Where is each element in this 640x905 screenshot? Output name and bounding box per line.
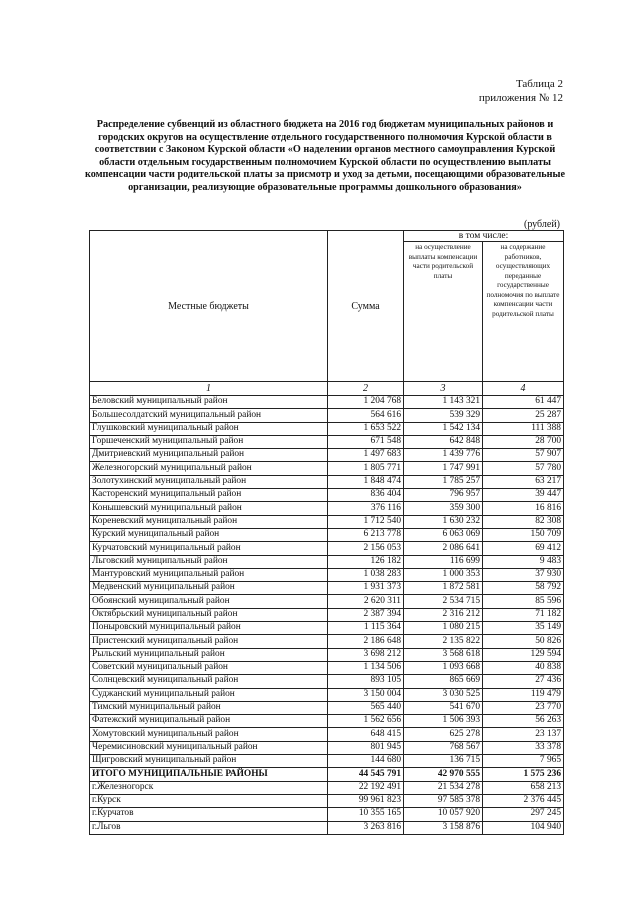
staff-cell: 71 182: [483, 608, 564, 621]
budget-name-cell: Советский муниципальный район: [90, 661, 328, 674]
sum-cell: 836 404: [328, 489, 404, 502]
table-row: [90, 741, 564, 754]
staff-cell: 39 447: [483, 489, 564, 502]
compensation-cell: 3 030 525: [404, 688, 483, 701]
budget-name-cell: Щигровский муниципальный район: [90, 755, 328, 768]
budget-name-cell: г.Льгов: [90, 821, 328, 834]
table-row: [90, 701, 564, 714]
staff-cell: 658 213: [483, 781, 564, 794]
budget-name-cell: Льговский муниципальный район: [90, 555, 328, 568]
staff-cell: 63 217: [483, 475, 564, 488]
table-row: [90, 568, 564, 581]
table-row: [90, 781, 564, 794]
table-row: [90, 794, 564, 807]
table-row: [90, 396, 564, 409]
compensation-cell: 541 670: [404, 701, 483, 714]
budget-name-cell: Железногорский муниципальный район: [90, 462, 328, 475]
compensation-cell: 3 568 618: [404, 648, 483, 661]
staff-cell: 9 483: [483, 555, 564, 568]
budget-name-cell: ИТОГО МУНИЦИПАЛЬНЫЕ РАЙОНЫ: [90, 768, 328, 781]
table-row: [90, 475, 564, 488]
sum-cell: 1 805 771: [328, 462, 404, 475]
sum-cell: 22 192 491: [328, 781, 404, 794]
budget-name-cell: Солнцевский муниципальный район: [90, 675, 328, 688]
staff-cell: 129 594: [483, 648, 564, 661]
compensation-cell: 1 000 353: [404, 568, 483, 581]
sum-cell: 44 545 791: [328, 768, 404, 781]
compensation-cell: 625 278: [404, 728, 483, 741]
staff-cell: 58 792: [483, 582, 564, 595]
sum-cell: 2 620 311: [328, 595, 404, 608]
compensation-cell: 3 158 876: [404, 821, 483, 834]
sum-cell: 565 440: [328, 701, 404, 714]
table-row: [90, 688, 564, 701]
sum-cell: 144 680: [328, 755, 404, 768]
column-header-including: в том числе:: [404, 231, 564, 242]
table-row: [90, 502, 564, 515]
compensation-cell: 136 715: [404, 755, 483, 768]
sum-cell: 1 931 373: [328, 582, 404, 595]
staff-cell: 35 149: [483, 622, 564, 635]
table-row: [90, 435, 564, 448]
compensation-cell: 1 542 134: [404, 422, 483, 435]
sum-cell: 1 134 506: [328, 661, 404, 674]
table-row: [90, 661, 564, 674]
column-number: 3: [404, 382, 483, 396]
sum-cell: 3 698 212: [328, 648, 404, 661]
sum-cell: 671 548: [328, 435, 404, 448]
sum-cell: 801 945: [328, 741, 404, 754]
staff-cell: 57 780: [483, 462, 564, 475]
staff-cell: 25 287: [483, 409, 564, 422]
table-label: Таблица 2: [515, 78, 563, 90]
table-row: [90, 808, 564, 821]
compensation-cell: 796 957: [404, 489, 483, 502]
table-row: [90, 489, 564, 502]
compensation-cell: 539 329: [404, 409, 483, 422]
table-row: [90, 542, 564, 555]
budget-name-cell: Поныровский муниципальный район: [90, 622, 328, 635]
table-row: [90, 595, 564, 608]
budget-name-cell: Пристенский муниципальный район: [90, 635, 328, 648]
staff-cell: 33 378: [483, 741, 564, 754]
sum-cell: 6 213 778: [328, 528, 404, 541]
column-number: 2: [328, 382, 404, 396]
compensation-cell: 1 143 321: [404, 396, 483, 409]
staff-cell: 61 447: [483, 396, 564, 409]
staff-cell: 23 770: [483, 701, 564, 714]
table-row: [90, 528, 564, 541]
table-row: [90, 582, 564, 595]
document-title: Распределение субвенций из областного бюджета на 2016 год бюджетам муниципальных районов и городских округов на осуществление отдельного государственного полномочия Курской области в соответствии с Законом Курской области «О наделении органов местного самоуправления Курской области отдельным государственным полномочием Курской области по осуществлению выплаты компенсации части родительской платы за присмотр и уход за детьми, посещающими образовательные организации, реализующие образовательные программы дошкольного образования»: [84, 119, 566, 193]
budget-name-cell: Глушковский муниципальный район: [90, 422, 328, 435]
sum-cell: 564 616: [328, 409, 404, 422]
table-row: [90, 648, 564, 661]
table-total-row: [90, 768, 564, 781]
table-row: [90, 728, 564, 741]
staff-cell: 7 965: [483, 755, 564, 768]
compensation-cell: 768 567: [404, 741, 483, 754]
compensation-cell: 2 316 212: [404, 608, 483, 621]
compensation-cell: 2 534 715: [404, 595, 483, 608]
compensation-cell: 642 848: [404, 435, 483, 448]
compensation-cell: 116 699: [404, 555, 483, 568]
compensation-cell: 6 063 069: [404, 528, 483, 541]
budget-name-cell: Черемисиновский муниципальный район: [90, 741, 328, 754]
column-number: 1: [90, 382, 328, 396]
compensation-cell: 1 080 215: [404, 622, 483, 635]
compensation-cell: 359 300: [404, 502, 483, 515]
sum-cell: 1 115 364: [328, 622, 404, 635]
budget-name-cell: г.Курчатов: [90, 808, 328, 821]
staff-cell: 297 245: [483, 808, 564, 821]
compensation-cell: 2 086 641: [404, 542, 483, 555]
staff-cell: 111 388: [483, 422, 564, 435]
table-row: [90, 515, 564, 528]
compensation-cell: 1 785 257: [404, 475, 483, 488]
staff-cell: 119 479: [483, 688, 564, 701]
table-row: [90, 675, 564, 688]
budget-name-cell: Обоянский муниципальный район: [90, 595, 328, 608]
sum-cell: 2 186 648: [328, 635, 404, 648]
staff-cell: 104 940: [483, 821, 564, 834]
budget-name-cell: Тимский муниципальный район: [90, 701, 328, 714]
staff-cell: 28 700: [483, 435, 564, 448]
budget-name-cell: Большесолдатский муниципальный район: [90, 409, 328, 422]
budget-name-cell: Медвенский муниципальный район: [90, 582, 328, 595]
compensation-cell: 97 585 378: [404, 794, 483, 807]
budget-name-cell: Кореневский муниципальный район: [90, 515, 328, 528]
staff-cell: 2 376 445: [483, 794, 564, 807]
compensation-cell: 1 093 668: [404, 661, 483, 674]
budget-name-cell: Суджанский муниципальный район: [90, 688, 328, 701]
column-header-compensation: на осуществление выплаты компенсации части родительской платы: [404, 242, 483, 382]
budget-name-cell: Рыльский муниципальный район: [90, 648, 328, 661]
table-row: [90, 555, 564, 568]
budget-name-cell: Горшеченский муниципальный район: [90, 435, 328, 448]
budget-name-cell: Конышевский муниципальный район: [90, 502, 328, 515]
budget-name-cell: Дмитриевский муниципальный район: [90, 449, 328, 462]
sum-cell: 1 204 768: [328, 396, 404, 409]
staff-cell: 57 907: [483, 449, 564, 462]
column-number: 4: [483, 382, 564, 396]
units-label: (рублей): [523, 219, 560, 230]
table-row: [90, 715, 564, 728]
budget-name-cell: Курчатовский муниципальный район: [90, 542, 328, 555]
sum-cell: 1 562 656: [328, 715, 404, 728]
table-row: [90, 755, 564, 768]
sum-cell: 2 156 053: [328, 542, 404, 555]
sum-cell: 376 116: [328, 502, 404, 515]
budget-name-cell: Хомутовский муниципальный район: [90, 728, 328, 741]
compensation-cell: 1 439 776: [404, 449, 483, 462]
compensation-cell: 865 669: [404, 675, 483, 688]
sum-cell: 648 415: [328, 728, 404, 741]
compensation-cell: 1 747 991: [404, 462, 483, 475]
sum-cell: 1 653 522: [328, 422, 404, 435]
staff-cell: 82 308: [483, 515, 564, 528]
budget-name-cell: Фатежский муниципальный район: [90, 715, 328, 728]
budget-name-cell: Курский муниципальный район: [90, 528, 328, 541]
sum-cell: 1 038 283: [328, 568, 404, 581]
table-caption: [479, 77, 563, 105]
staff-cell: 1 575 236: [483, 768, 564, 781]
sum-cell: 10 355 165: [328, 808, 404, 821]
budget-name-cell: г.Курск: [90, 794, 328, 807]
sum-cell: 1 712 540: [328, 515, 404, 528]
sum-cell: 1 848 474: [328, 475, 404, 488]
sum-cell: 126 182: [328, 555, 404, 568]
table-row: [90, 635, 564, 648]
staff-cell: 16 816: [483, 502, 564, 515]
compensation-cell: 1 506 393: [404, 715, 483, 728]
column-header-sum: Сумма: [328, 231, 404, 382]
compensation-cell: 21 534 278: [404, 781, 483, 794]
staff-cell: 150 709: [483, 528, 564, 541]
table-row: [90, 608, 564, 621]
table-row: [90, 462, 564, 475]
appendix-label: приложения № 12: [478, 92, 563, 104]
table-row: [90, 622, 564, 635]
compensation-cell: 1 872 581: [404, 582, 483, 595]
staff-cell: 69 412: [483, 542, 564, 555]
budget-name-cell: г.Железногорск: [90, 781, 328, 794]
sum-cell: 2 387 394: [328, 608, 404, 621]
sum-cell: 893 105: [328, 675, 404, 688]
staff-cell: 85 596: [483, 595, 564, 608]
budget-table: [89, 230, 564, 835]
staff-cell: 37 930: [483, 568, 564, 581]
budget-name-cell: Беловский муниципальный район: [90, 396, 328, 409]
staff-cell: 23 137: [483, 728, 564, 741]
table-row: [90, 821, 564, 834]
compensation-cell: 42 970 555: [404, 768, 483, 781]
sum-cell: 3 150 004: [328, 688, 404, 701]
budget-name-cell: Октябрьский муниципальный район: [90, 608, 328, 621]
budget-name-cell: Золотухинский муниципальный район: [90, 475, 328, 488]
sum-cell: 99 961 823: [328, 794, 404, 807]
staff-cell: 50 826: [483, 635, 564, 648]
table-row: [90, 449, 564, 462]
sum-cell: 1 497 683: [328, 449, 404, 462]
column-header-staff: на содержание работников, осуществляющих переданные государственные полномочия по выплате компенсации части родительской платы: [483, 242, 564, 382]
budget-name-cell: Касторенский муниципальный район: [90, 489, 328, 502]
sum-cell: 3 263 816: [328, 821, 404, 834]
table-row: [90, 409, 564, 422]
table-body: [90, 396, 564, 835]
column-header-name: Местные бюджеты: [90, 231, 328, 382]
compensation-cell: 1 630 232: [404, 515, 483, 528]
compensation-cell: 10 057 920: [404, 808, 483, 821]
budget-name-cell: Мантуровский муниципальный район: [90, 568, 328, 581]
staff-cell: 56 263: [483, 715, 564, 728]
table-row: [90, 422, 564, 435]
staff-cell: 27 436: [483, 675, 564, 688]
staff-cell: 40 838: [483, 661, 564, 674]
compensation-cell: 2 135 822: [404, 635, 483, 648]
